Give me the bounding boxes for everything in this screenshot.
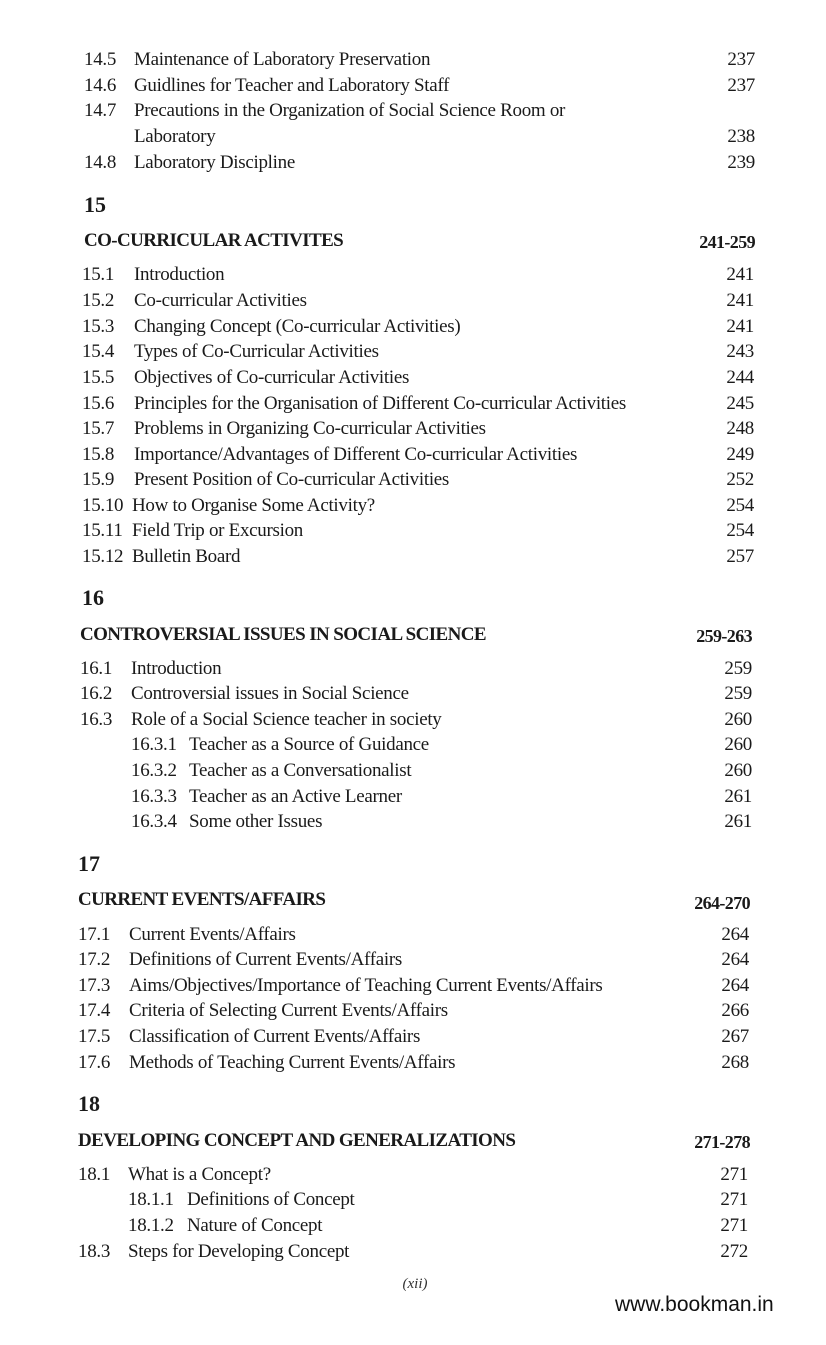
entry-title: Precautions in the Organization of Social Science Room or — [134, 100, 566, 121]
chapter-number: 17 — [78, 851, 100, 876]
entry-page: 254 — [726, 495, 754, 516]
entry-number: 16.3.4 — [131, 811, 177, 832]
entry-page: 239 — [727, 152, 755, 173]
entry-page: 244 — [726, 367, 754, 388]
toc-entry — [0, 150, 826, 176]
entry-page: 241 — [726, 290, 754, 311]
entry-title: Steps for Developing Concept — [128, 1241, 350, 1262]
toc-subentry — [0, 732, 826, 758]
entry-number: 15.3 — [82, 316, 115, 337]
toc-entry — [0, 47, 826, 73]
entry-page: 257 — [726, 546, 754, 567]
entry-title: Role of a Social Science teacher in society — [131, 709, 442, 730]
entry-page: 260 — [724, 760, 752, 781]
entry-page: 259 — [724, 658, 752, 679]
entry-number: 14.5 — [84, 49, 117, 70]
entry-title: Field Trip or Excursion — [132, 520, 303, 541]
toc-subentry — [0, 809, 826, 835]
entry-number: 15.11 — [82, 520, 123, 541]
entry-title: Changing Concept (Co-curricular Activities) — [134, 316, 461, 337]
toc-entry — [0, 262, 826, 288]
entry-number: 15.9 — [82, 469, 115, 490]
chapter-number: 16 — [82, 585, 104, 610]
entry-number: 14.6 — [84, 75, 117, 96]
entry-page: 266 — [721, 1000, 749, 1021]
entry-number: 15.5 — [82, 367, 115, 388]
entry-page: 271 — [720, 1215, 748, 1236]
toc-entry — [0, 707, 826, 733]
entry-title: Teacher as an Active Learner — [189, 786, 402, 807]
entry-number: 16.3.1 — [131, 734, 177, 755]
toc-entry — [0, 922, 826, 948]
website-watermark: www.bookman.in — [615, 1293, 774, 1316]
toc-entry — [0, 314, 826, 340]
entry-title: Teacher as a Conversationalist — [189, 760, 412, 781]
entry-title: Methods of Teaching Current Events/Affairs — [129, 1052, 456, 1073]
toc-entry — [0, 442, 826, 468]
toc-subentry — [0, 1187, 826, 1213]
entry-number: 16.2 — [80, 683, 113, 704]
entry-number: 15.4 — [82, 341, 115, 362]
chapter-page-range: 264-270 — [694, 893, 750, 913]
entry-page: 267 — [721, 1026, 749, 1047]
page-folio: (xii) — [402, 1276, 428, 1292]
entry-number: 16.3.3 — [131, 786, 177, 807]
toc-subentry — [0, 1213, 826, 1239]
toc-entry — [0, 544, 826, 570]
chapter-title: CONTROVERSIAL ISSUES IN SOCIAL SCIENCE — [80, 624, 486, 645]
toc-entry — [0, 518, 826, 544]
entry-page: 261 — [724, 811, 752, 832]
entry-page: 249 — [726, 444, 754, 465]
entry-title: Aims/Objectives/Importance of Teaching Current Events/Affairs — [129, 975, 603, 996]
entry-number: 14.8 — [84, 152, 117, 173]
chapter-page-range: 271-278 — [694, 1132, 750, 1152]
entry-title: Introduction — [134, 264, 225, 285]
entry-title: Laboratory Discipline — [134, 152, 295, 173]
entry-title: Classification of Current Events/Affairs — [129, 1026, 421, 1047]
entry-title: Nature of Concept — [187, 1215, 323, 1236]
toc-entry — [0, 339, 826, 365]
entry-title: Definitions of Current Events/Affairs — [129, 949, 402, 970]
entry-page: 254 — [726, 520, 754, 541]
entry-number: 15.1 — [82, 264, 115, 285]
entry-page: 264 — [721, 924, 749, 945]
entry-page: 237 — [727, 75, 755, 96]
entry-title: Co-curricular Activities — [134, 290, 307, 311]
entry-page: 259 — [724, 683, 752, 704]
entry-page: 264 — [721, 975, 749, 996]
entry-number: 16.3 — [80, 709, 113, 730]
entry-page: 271 — [720, 1189, 748, 1210]
toc-entry — [0, 973, 826, 999]
entry-page: 261 — [724, 786, 752, 807]
entry-title: Importance/Advantages of Different Co-curricular Activities — [134, 444, 578, 465]
toc-entry — [0, 467, 826, 493]
toc-entry — [0, 1162, 826, 1188]
entry-title-continued: Laboratory — [134, 126, 216, 147]
entry-number: 16.1 — [80, 658, 113, 679]
toc-subentry — [0, 784, 826, 810]
entry-title: Some other Issues — [189, 811, 323, 832]
entry-page: 260 — [724, 709, 752, 730]
toc-entry — [0, 98, 826, 124]
entry-number: 18.1.1 — [128, 1189, 174, 1210]
entry-page: 237 — [727, 49, 755, 70]
entry-number: 15.7 — [82, 418, 115, 439]
toc-entry — [0, 947, 826, 973]
entry-title: Criteria of Selecting Current Events/Affairs — [129, 1000, 448, 1021]
entry-title: How to Organise Some Activity? — [132, 495, 375, 516]
entry-number: 17.1 — [78, 924, 111, 945]
entry-title: Maintenance of Laboratory Preservation — [134, 49, 431, 70]
entry-page: 248 — [726, 418, 754, 439]
entry-title: Types of Co-Curricular Activities — [134, 341, 379, 362]
entry-number: 17.2 — [78, 949, 111, 970]
toc-entry — [0, 73, 826, 99]
entry-number: 15.2 — [82, 290, 115, 311]
chapter-number: 18 — [78, 1091, 100, 1116]
entry-page: 252 — [726, 469, 754, 490]
toc-entry — [0, 656, 826, 682]
toc-entry — [0, 288, 826, 314]
entry-number: 15.12 — [82, 546, 124, 567]
entry-title: Guidlines for Teacher and Laboratory Staff — [134, 75, 450, 96]
entry-page: 268 — [721, 1052, 749, 1073]
entry-number: 17.5 — [78, 1026, 111, 1047]
toc-entry — [0, 493, 826, 519]
toc-entry — [0, 391, 826, 417]
toc-entry — [0, 416, 826, 442]
toc-entry — [0, 998, 826, 1024]
entry-title: Problems in Organizing Co-curricular Activities — [134, 418, 486, 439]
entry-number: 16.3.2 — [131, 760, 177, 781]
entry-title: Bulletin Board — [132, 546, 241, 567]
chapter-title: CURRENT EVENTS/AFFAIRS — [78, 889, 326, 910]
entry-page: 238 — [727, 126, 755, 147]
entry-number: 15.6 — [82, 393, 115, 414]
toc-subentry — [0, 758, 826, 784]
entry-title: Principles for the Organisation of Different Co-curricular Activities — [134, 393, 626, 414]
entry-title: Teacher as a Source of Guidance — [189, 734, 429, 755]
entry-page: 243 — [726, 341, 754, 362]
entry-page: 272 — [720, 1241, 748, 1262]
entry-title: What is a Concept? — [128, 1164, 271, 1185]
entry-page: 241 — [726, 264, 754, 285]
entry-title: Controversial issues in Social Science — [131, 683, 409, 704]
toc-entry-continuation — [0, 124, 826, 150]
entry-title: Present Position of Co-curricular Activities — [134, 469, 450, 490]
chapter-page-range: 241-259 — [699, 232, 755, 252]
entry-number: 18.3 — [78, 1241, 111, 1262]
entry-number: 15.10 — [82, 495, 124, 516]
entry-page: 260 — [724, 734, 752, 755]
chapter-number: 15 — [84, 192, 106, 217]
entry-number: 18.1 — [78, 1164, 111, 1185]
entry-page: 241 — [726, 316, 754, 337]
entry-number: 17.3 — [78, 975, 111, 996]
entry-number: 17.4 — [78, 1000, 111, 1021]
toc-entry — [0, 1050, 826, 1076]
chapter-page-range: 259-263 — [696, 626, 752, 646]
toc-entry — [0, 681, 826, 707]
entry-page: 271 — [720, 1164, 748, 1185]
entry-title: Objectives of Co-curricular Activities — [134, 367, 410, 388]
entry-number: 17.6 — [78, 1052, 111, 1073]
entry-title: Introduction — [131, 658, 222, 679]
entry-title: Definitions of Concept — [187, 1189, 355, 1210]
entry-page: 264 — [721, 949, 749, 970]
toc-entry — [0, 365, 826, 391]
entry-number: 15.8 — [82, 444, 115, 465]
entry-page: 245 — [726, 393, 754, 414]
chapter-title: DEVELOPING CONCEPT AND GENERALIZATIONS — [78, 1130, 516, 1151]
entry-number: 18.1.2 — [128, 1215, 174, 1236]
chapter-title: CO-CURRICULAR ACTIVITES — [84, 230, 344, 251]
toc-entry — [0, 1024, 826, 1050]
entry-number: 14.7 — [84, 100, 117, 121]
entry-title: Current Events/Affairs — [129, 924, 296, 945]
toc-entry — [0, 1239, 826, 1265]
